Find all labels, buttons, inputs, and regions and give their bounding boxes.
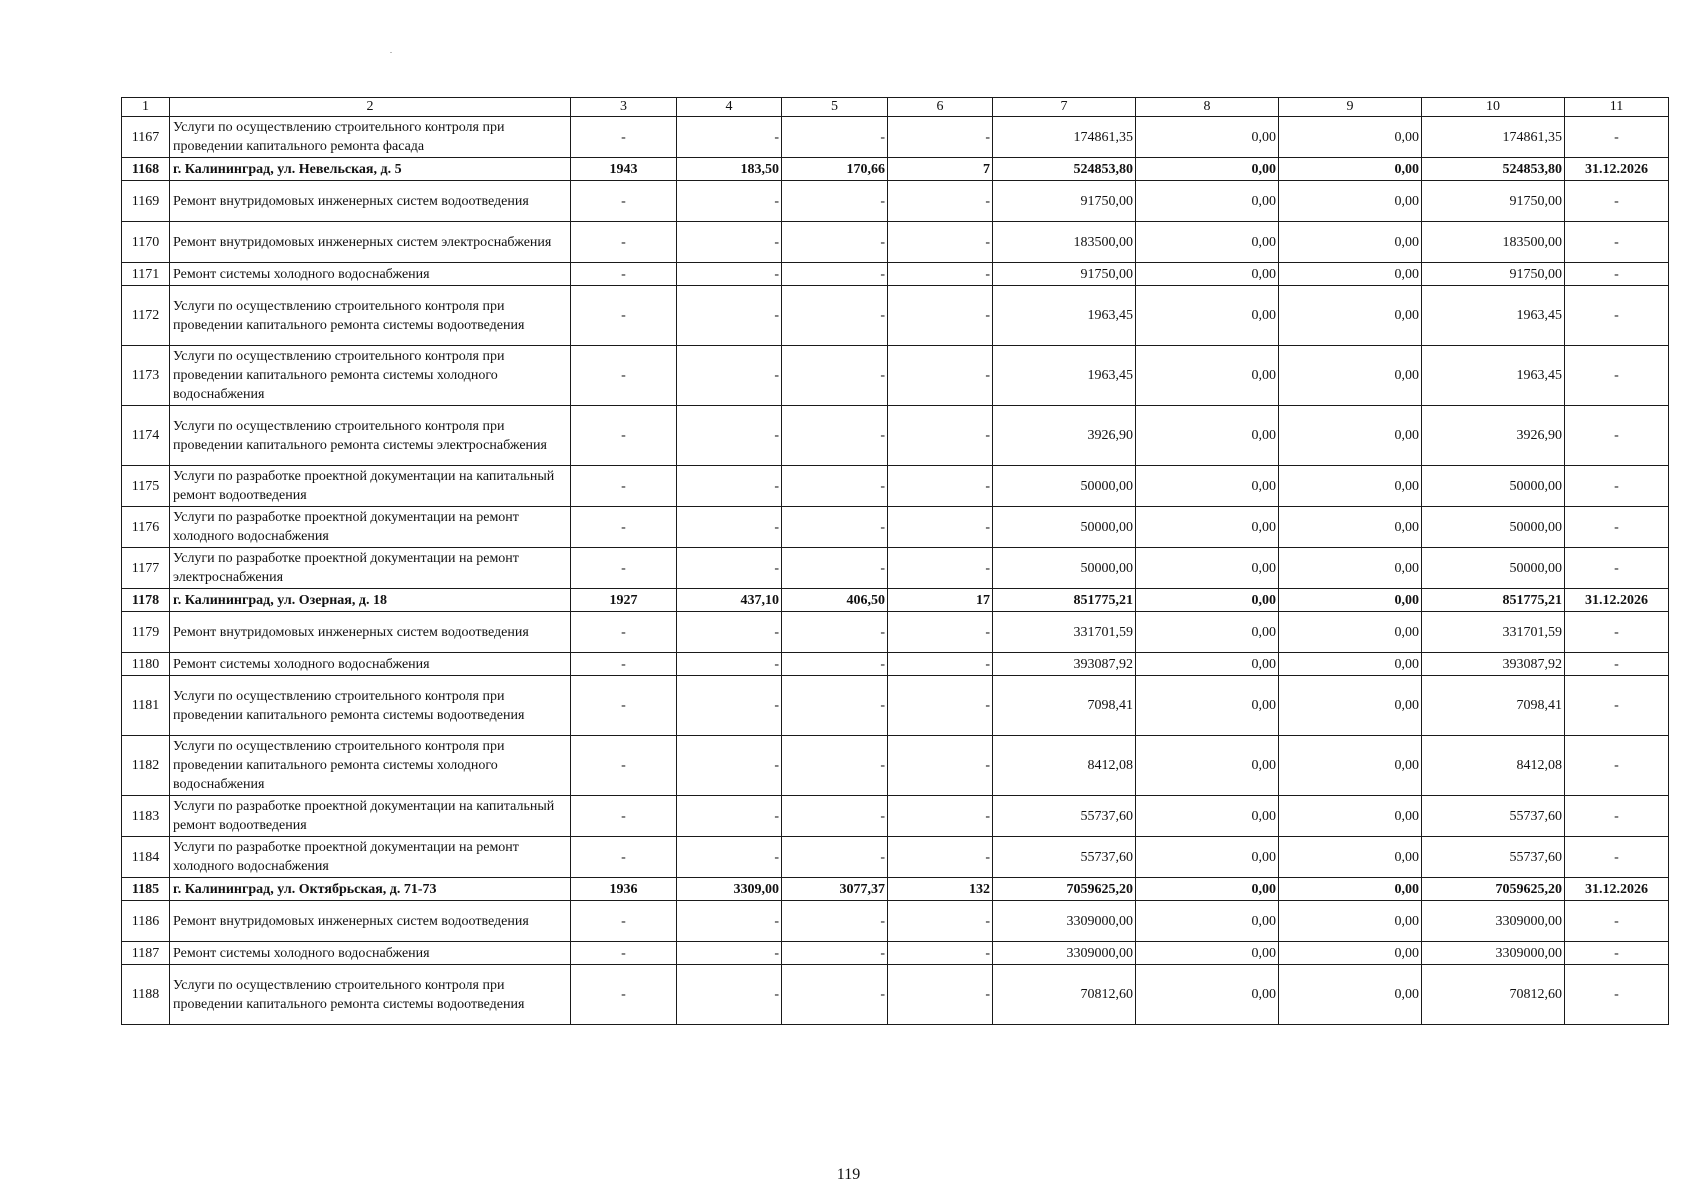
cost-owners-cell: 7059625,20 (1422, 878, 1565, 901)
column-header: 2 (170, 98, 571, 117)
year-cell: 1927 (571, 589, 677, 612)
residents-count-cell: - (888, 942, 993, 965)
row-number-cell: 1184 (122, 837, 170, 878)
completion-date-cell: - (1565, 117, 1669, 158)
work-description-cell: Услуги по разработке проектной документации на ремонт электроснабжения (170, 548, 571, 589)
cost-owners-cell: 3926,90 (1422, 406, 1565, 466)
column-header: 8 (1136, 98, 1279, 117)
cost-owners-cell: 91750,00 (1422, 181, 1565, 222)
cost-fund-cell: 0,00 (1136, 286, 1279, 346)
table-row (122, 548, 1669, 589)
area-total-cell: - (677, 117, 782, 158)
completion-date-cell: - (1565, 548, 1669, 589)
cost-owners-cell: 393087,92 (1422, 653, 1565, 676)
area-total-cell: - (677, 901, 782, 942)
cost-fund-cell: 0,00 (1136, 901, 1279, 942)
completion-date-cell: - (1565, 796, 1669, 837)
area-total-cell: - (677, 222, 782, 263)
row-number-cell: 1181 (122, 676, 170, 736)
work-description-cell: Ремонт внутридомовых инженерных систем электроснабжения (170, 222, 571, 263)
table-row (122, 117, 1669, 158)
completion-date-cell: 31.12.2026 (1565, 878, 1669, 901)
cost-owners-cell: 183500,00 (1422, 222, 1565, 263)
table-row (122, 653, 1669, 676)
year-cell: - (571, 796, 677, 837)
cost-fund-cell: 0,00 (1136, 942, 1279, 965)
cost-budget-cell: 0,00 (1279, 589, 1422, 612)
row-number-cell: 1173 (122, 346, 170, 406)
area-total-cell: - (677, 965, 782, 1025)
completion-date-cell: - (1565, 653, 1669, 676)
cost-total-cell: 7098,41 (993, 676, 1136, 736)
work-description-cell: Ремонт внутридомовых инженерных систем водоотведения (170, 901, 571, 942)
table-row (122, 406, 1669, 466)
cost-total-cell: 50000,00 (993, 548, 1136, 589)
row-number-cell: 1180 (122, 653, 170, 676)
cost-owners-cell: 8412,08 (1422, 736, 1565, 796)
cost-budget-cell: 0,00 (1279, 965, 1422, 1025)
cost-fund-cell: 0,00 (1136, 736, 1279, 796)
cost-total-cell: 174861,35 (993, 117, 1136, 158)
cost-fund-cell: 0,00 (1136, 837, 1279, 878)
completion-date-cell: - (1565, 736, 1669, 796)
column-header: 9 (1279, 98, 1422, 117)
cost-fund-cell: 0,00 (1136, 589, 1279, 612)
area-total-cell: 437,10 (677, 589, 782, 612)
area-total-cell: - (677, 612, 782, 653)
year-cell: - (571, 346, 677, 406)
cost-total-cell: 7059625,20 (993, 878, 1136, 901)
column-header: 7 (993, 98, 1136, 117)
cost-fund-cell: 0,00 (1136, 676, 1279, 736)
completion-date-cell: - (1565, 181, 1669, 222)
cost-fund-cell: 0,00 (1136, 263, 1279, 286)
row-number-cell: 1174 (122, 406, 170, 466)
area-total-cell: - (677, 653, 782, 676)
table-row (122, 286, 1669, 346)
cost-owners-cell: 7098,41 (1422, 676, 1565, 736)
work-description-cell: Ремонт внутридомовых инженерных систем водоотведения (170, 181, 571, 222)
area-total-cell: 183,50 (677, 158, 782, 181)
year-cell: - (571, 181, 677, 222)
cost-fund-cell: 0,00 (1136, 346, 1279, 406)
column-header: 4 (677, 98, 782, 117)
area-living-cell: - (782, 181, 888, 222)
cost-owners-cell: 3309000,00 (1422, 901, 1565, 942)
cost-budget-cell: 0,00 (1279, 346, 1422, 406)
work-description-cell: Ремонт системы холодного водоснабжения (170, 653, 571, 676)
cost-fund-cell: 0,00 (1136, 965, 1279, 1025)
cost-fund-cell: 0,00 (1136, 158, 1279, 181)
cost-owners-cell: 3309000,00 (1422, 942, 1565, 965)
row-number-cell: 1188 (122, 965, 170, 1025)
work-description-cell: Услуги по разработке проектной документации на ремонт холодного водоснабжения (170, 507, 571, 548)
year-cell: - (571, 676, 677, 736)
cost-total-cell: 524853,80 (993, 158, 1136, 181)
year-cell: - (571, 653, 677, 676)
work-description-cell: Ремонт системы холодного водоснабжения (170, 942, 571, 965)
work-description-cell: Услуги по разработке проектной документации на капитальный ремонт водоотведения (170, 796, 571, 837)
residents-count-cell: - (888, 901, 993, 942)
completion-date-cell: - (1565, 942, 1669, 965)
residents-count-cell: - (888, 406, 993, 466)
residents-count-cell: - (888, 222, 993, 263)
cost-total-cell: 3926,90 (993, 406, 1136, 466)
row-number-cell: 1175 (122, 466, 170, 507)
area-living-cell: - (782, 263, 888, 286)
address-row (122, 158, 1669, 181)
cost-total-cell: 393087,92 (993, 653, 1136, 676)
residents-count-cell: - (888, 548, 993, 589)
completion-date-cell: - (1565, 286, 1669, 346)
row-number-cell: 1179 (122, 612, 170, 653)
area-living-cell: - (782, 901, 888, 942)
column-header: 10 (1422, 98, 1565, 117)
area-total-cell: - (677, 346, 782, 406)
cost-owners-cell: 50000,00 (1422, 466, 1565, 507)
cost-total-cell: 91750,00 (993, 181, 1136, 222)
area-living-cell: - (782, 548, 888, 589)
area-living-cell: 406,50 (782, 589, 888, 612)
area-total-cell: - (677, 942, 782, 965)
cost-budget-cell: 0,00 (1279, 612, 1422, 653)
year-cell: - (571, 837, 677, 878)
cost-total-cell: 3309000,00 (993, 942, 1136, 965)
area-total-cell: - (677, 736, 782, 796)
completion-date-cell: - (1565, 406, 1669, 466)
column-header: 5 (782, 98, 888, 117)
residents-count-cell: - (888, 507, 993, 548)
table-row (122, 612, 1669, 653)
table-row (122, 466, 1669, 507)
cost-budget-cell: 0,00 (1279, 263, 1422, 286)
year-cell: - (571, 965, 677, 1025)
row-number-cell: 1168 (122, 158, 170, 181)
table-row (122, 796, 1669, 837)
cost-budget-cell: 0,00 (1279, 736, 1422, 796)
table-row (122, 222, 1669, 263)
area-living-cell: - (782, 507, 888, 548)
row-number-cell: 1172 (122, 286, 170, 346)
cost-budget-cell: 0,00 (1279, 942, 1422, 965)
work-description-cell: Ремонт системы холодного водоснабжения (170, 263, 571, 286)
cost-fund-cell: 0,00 (1136, 507, 1279, 548)
cost-owners-cell: 174861,35 (1422, 117, 1565, 158)
row-number-cell: 1170 (122, 222, 170, 263)
cost-fund-cell: 0,00 (1136, 548, 1279, 589)
completion-date-cell: - (1565, 507, 1669, 548)
work-description-cell: Услуги по разработке проектной документации на ремонт холодного водоснабжения (170, 837, 571, 878)
cost-budget-cell: 0,00 (1279, 181, 1422, 222)
residents-count-cell: 7 (888, 158, 993, 181)
work-description-cell: Услуги по осуществлению строительного контроля при проведении капитального ремонта системы водоотведения (170, 965, 571, 1025)
cost-budget-cell: 0,00 (1279, 222, 1422, 263)
work-description-cell: Услуги по осуществлению строительного контроля при проведении капитального ремонта системы водоотведения (170, 286, 571, 346)
area-living-cell: - (782, 406, 888, 466)
residents-count-cell: - (888, 837, 993, 878)
cost-budget-cell: 0,00 (1279, 653, 1422, 676)
work-description-cell: Услуги по осуществлению строительного контроля при проведении капитального ремонта системы холодного водоснабжения (170, 346, 571, 406)
year-cell: - (571, 736, 677, 796)
cost-total-cell: 55737,60 (993, 796, 1136, 837)
residents-count-cell: - (888, 346, 993, 406)
cost-owners-cell: 55737,60 (1422, 837, 1565, 878)
row-number-cell: 1171 (122, 263, 170, 286)
table-row (122, 263, 1669, 286)
year-cell: 1943 (571, 158, 677, 181)
year-cell: - (571, 286, 677, 346)
cost-budget-cell: 0,00 (1279, 548, 1422, 589)
completion-date-cell: - (1565, 612, 1669, 653)
work-description-cell: Услуги по разработке проектной документации на капитальный ремонт водоотведения (170, 466, 571, 507)
completion-date-cell: - (1565, 222, 1669, 263)
work-description-cell: г. Калининград, ул. Октябрьская, д. 71-73 (170, 878, 571, 901)
row-number-cell: 1182 (122, 736, 170, 796)
table-row (122, 507, 1669, 548)
row-number-cell: 1177 (122, 548, 170, 589)
table-row (122, 901, 1669, 942)
cost-budget-cell: 0,00 (1279, 406, 1422, 466)
cost-total-cell: 3309000,00 (993, 901, 1136, 942)
area-living-cell: - (782, 837, 888, 878)
column-header: 6 (888, 98, 993, 117)
year-cell: - (571, 466, 677, 507)
cost-owners-cell: 524853,80 (1422, 158, 1565, 181)
capital-repair-table (121, 97, 1669, 1025)
year-cell: - (571, 548, 677, 589)
cost-total-cell: 50000,00 (993, 507, 1136, 548)
row-number-cell: 1183 (122, 796, 170, 837)
cost-owners-cell: 331701,59 (1422, 612, 1565, 653)
year-cell: - (571, 901, 677, 942)
column-header: 3 (571, 98, 677, 117)
year-cell: - (571, 942, 677, 965)
completion-date-cell: - (1565, 901, 1669, 942)
residents-count-cell: 17 (888, 589, 993, 612)
area-living-cell: - (782, 466, 888, 507)
area-living-cell: - (782, 736, 888, 796)
area-living-cell: - (782, 796, 888, 837)
row-number-cell: 1176 (122, 507, 170, 548)
area-living-cell: 3077,37 (782, 878, 888, 901)
residents-count-cell: - (888, 263, 993, 286)
column-header: 11 (1565, 98, 1669, 117)
cost-owners-cell: 70812,60 (1422, 965, 1565, 1025)
page-number: 119 (836, 1166, 861, 1183)
cost-total-cell: 331701,59 (993, 612, 1136, 653)
cost-owners-cell: 851775,21 (1422, 589, 1565, 612)
address-row (122, 878, 1669, 901)
cost-budget-cell: 0,00 (1279, 901, 1422, 942)
year-cell: - (571, 406, 677, 466)
cost-total-cell: 91750,00 (993, 263, 1136, 286)
area-total-cell: - (677, 286, 782, 346)
completion-date-cell: - (1565, 263, 1669, 286)
cost-budget-cell: 0,00 (1279, 507, 1422, 548)
residents-count-cell: - (888, 676, 993, 736)
completion-date-cell: 31.12.2026 (1565, 589, 1669, 612)
area-total-cell: 3309,00 (677, 878, 782, 901)
work-description-cell: Услуги по осуществлению строительного контроля при проведении капитального ремонта системы водоотведения (170, 676, 571, 736)
cost-total-cell: 1963,45 (993, 346, 1136, 406)
residents-count-cell: - (888, 796, 993, 837)
area-total-cell: - (677, 466, 782, 507)
cost-total-cell: 70812,60 (993, 965, 1136, 1025)
cost-total-cell: 1963,45 (993, 286, 1136, 346)
cost-owners-cell: 91750,00 (1422, 263, 1565, 286)
cost-total-cell: 50000,00 (993, 466, 1136, 507)
residents-count-cell: - (888, 181, 993, 222)
residents-count-cell: - (888, 117, 993, 158)
area-total-cell: - (677, 548, 782, 589)
residents-count-cell: 132 (888, 878, 993, 901)
cost-owners-cell: 50000,00 (1422, 507, 1565, 548)
scan-speck (390, 52, 392, 53)
table-row (122, 965, 1669, 1025)
cost-owners-cell: 1963,45 (1422, 286, 1565, 346)
work-description-cell: г. Калининград, ул. Невельская, д. 5 (170, 158, 571, 181)
area-living-cell: - (782, 346, 888, 406)
residents-count-cell: - (888, 653, 993, 676)
cost-fund-cell: 0,00 (1136, 466, 1279, 507)
completion-date-cell: 31.12.2026 (1565, 158, 1669, 181)
area-living-cell: - (782, 117, 888, 158)
cost-fund-cell: 0,00 (1136, 117, 1279, 158)
cost-owners-cell: 1963,45 (1422, 346, 1565, 406)
cost-budget-cell: 0,00 (1279, 286, 1422, 346)
cost-budget-cell: 0,00 (1279, 158, 1422, 181)
row-number-cell: 1178 (122, 589, 170, 612)
completion-date-cell: - (1565, 676, 1669, 736)
cost-total-cell: 851775,21 (993, 589, 1136, 612)
residents-count-cell: - (888, 612, 993, 653)
area-total-cell: - (677, 181, 782, 222)
area-total-cell: - (677, 676, 782, 736)
cost-fund-cell: 0,00 (1136, 653, 1279, 676)
completion-date-cell: - (1565, 965, 1669, 1025)
cost-budget-cell: 0,00 (1279, 466, 1422, 507)
cost-fund-cell: 0,00 (1136, 406, 1279, 466)
cost-fund-cell: 0,00 (1136, 878, 1279, 901)
row-number-cell: 1169 (122, 181, 170, 222)
completion-date-cell: - (1565, 346, 1669, 406)
cost-owners-cell: 50000,00 (1422, 548, 1565, 589)
table-body (122, 98, 1669, 1025)
row-number-cell: 1185 (122, 878, 170, 901)
row-number-cell: 1167 (122, 117, 170, 158)
cost-budget-cell: 0,00 (1279, 676, 1422, 736)
residents-count-cell: - (888, 466, 993, 507)
table-row (122, 736, 1669, 796)
cost-total-cell: 55737,60 (993, 837, 1136, 878)
work-description-cell: Услуги по осуществлению строительного контроля при проведении капитального ремонта системы холодного водоснабжения (170, 736, 571, 796)
year-cell: - (571, 612, 677, 653)
row-number-cell: 1187 (122, 942, 170, 965)
area-total-cell: - (677, 796, 782, 837)
area-living-cell: - (782, 612, 888, 653)
area-living-cell: - (782, 942, 888, 965)
year-cell: - (571, 263, 677, 286)
year-cell: - (571, 222, 677, 263)
cost-budget-cell: 0,00 (1279, 837, 1422, 878)
row-number-cell: 1186 (122, 901, 170, 942)
cost-fund-cell: 0,00 (1136, 796, 1279, 837)
area-living-cell: - (782, 965, 888, 1025)
year-cell: 1936 (571, 878, 677, 901)
area-total-cell: - (677, 837, 782, 878)
area-living-cell: - (782, 653, 888, 676)
work-description-cell: Ремонт внутридомовых инженерных систем водоотведения (170, 612, 571, 653)
table-row (122, 942, 1669, 965)
area-living-cell: - (782, 286, 888, 346)
cost-fund-cell: 0,00 (1136, 181, 1279, 222)
column-header: 1 (122, 98, 170, 117)
cost-total-cell: 8412,08 (993, 736, 1136, 796)
year-cell: - (571, 507, 677, 548)
year-cell: - (571, 117, 677, 158)
work-description-cell: г. Калининград, ул. Озерная, д. 18 (170, 589, 571, 612)
cost-fund-cell: 0,00 (1136, 612, 1279, 653)
completion-date-cell: - (1565, 466, 1669, 507)
column-number-header-row (122, 98, 1669, 117)
work-description-cell: Услуги по осуществлению строительного контроля при проведении капитального ремонта системы электроснабжения (170, 406, 571, 466)
area-total-cell: - (677, 406, 782, 466)
area-living-cell: - (782, 676, 888, 736)
residents-count-cell: - (888, 965, 993, 1025)
table-row (122, 837, 1669, 878)
cost-budget-cell: 0,00 (1279, 878, 1422, 901)
residents-count-cell: - (888, 736, 993, 796)
cost-fund-cell: 0,00 (1136, 222, 1279, 263)
completion-date-cell: - (1565, 837, 1669, 878)
cost-budget-cell: 0,00 (1279, 796, 1422, 837)
table-row (122, 346, 1669, 406)
area-living-cell: 170,66 (782, 158, 888, 181)
area-total-cell: - (677, 263, 782, 286)
cost-owners-cell: 55737,60 (1422, 796, 1565, 837)
address-row (122, 589, 1669, 612)
table-row (122, 676, 1669, 736)
area-total-cell: - (677, 507, 782, 548)
table-row (122, 181, 1669, 222)
residents-count-cell: - (888, 286, 993, 346)
work-description-cell: Услуги по осуществлению строительного контроля при проведении капитального ремонта фасада (170, 117, 571, 158)
area-living-cell: - (782, 222, 888, 263)
cost-budget-cell: 0,00 (1279, 117, 1422, 158)
cost-total-cell: 183500,00 (993, 222, 1136, 263)
